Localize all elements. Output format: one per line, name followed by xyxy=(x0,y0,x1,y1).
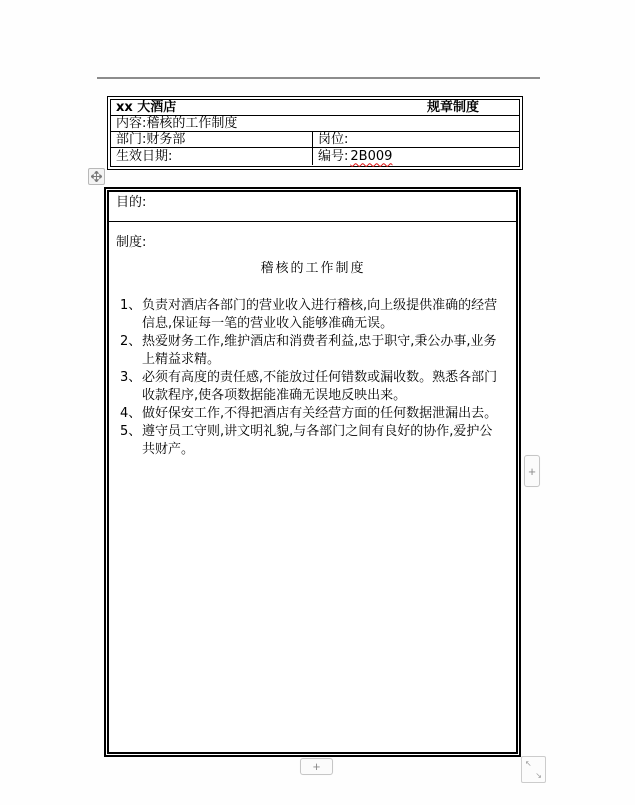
add-row-button[interactable] xyxy=(300,758,333,775)
rule-item-text: 做好保安工作,不得把酒店有关经营方面的任何数据泄漏出去。 xyxy=(142,406,498,421)
rule-item-number: 3、 xyxy=(120,370,142,385)
header-row-content xyxy=(111,116,519,132)
add-column-button[interactable] xyxy=(524,455,540,487)
rule-item-number: 5、 xyxy=(120,424,142,439)
document-title: 稽核的工作制度 xyxy=(260,261,366,276)
system-label: 制度: xyxy=(116,235,147,250)
diagonal-resize-icon: ↘ xyxy=(535,771,542,780)
table-move-icon xyxy=(91,167,102,186)
rule-item-number: 1、 xyxy=(120,298,142,313)
purpose-section xyxy=(109,192,516,222)
header-row-date xyxy=(111,148,519,165)
header-row-dept xyxy=(111,132,519,148)
rule-item-number: 2、 xyxy=(120,334,142,349)
effective-date-cell xyxy=(111,148,313,165)
table-move-handle[interactable] xyxy=(88,168,105,185)
rules-list xyxy=(116,297,510,459)
number-value: 2B009 xyxy=(350,148,393,164)
rule-item-text: 负责对酒店各部门的营业收入进行稽核,向上级提供准确的经营信息,保证每一笔的营业收入能够准确无误。 xyxy=(142,298,498,331)
hotel-name: xx 大酒店 xyxy=(116,99,177,115)
rule-item-text: 热爱财务工作,维护酒店和消费者利益,忠于职守,秉公办事,业务上精益求精。 xyxy=(142,334,497,367)
number-label: 编号: xyxy=(318,148,349,164)
rule-item xyxy=(120,423,504,459)
page-margin-rule xyxy=(97,77,540,79)
position-cell xyxy=(313,132,519,147)
plus-icon: + xyxy=(312,759,321,774)
position-label: 岗位: xyxy=(318,131,349,147)
system-section xyxy=(109,222,516,459)
header-row-title xyxy=(111,100,519,116)
purpose-label: 目的: xyxy=(116,195,147,210)
dept-label: 部门:财务部 xyxy=(116,131,186,147)
rule-item-number: 4、 xyxy=(120,406,142,421)
rule-item xyxy=(120,333,504,369)
rule-item-text: 遵守员工守则,讲文明礼貌,与各部门之间有良好的协作,爱护公共财产。 xyxy=(142,424,493,457)
content-label: 内容:稽核的工作制度 xyxy=(116,115,238,131)
doc-type: 规章制度 xyxy=(426,99,479,115)
rule-item-text: 必须有高度的责任感,不能放过任何错数或漏收数。熟悉各部门收款程序,使各项数据能准确无误地反映出来。 xyxy=(142,370,498,403)
rule-item xyxy=(120,369,504,405)
number-cell xyxy=(313,148,519,165)
diagonal-resize-icon: ↖ xyxy=(525,759,532,768)
effective-date-label: 生效日期: xyxy=(116,148,173,164)
plus-icon: + xyxy=(528,463,536,479)
rule-item xyxy=(120,405,504,423)
dept-cell xyxy=(111,132,313,147)
rule-item xyxy=(120,297,504,333)
main-content-box xyxy=(104,187,521,757)
header-table xyxy=(107,96,523,170)
table-resize-handle[interactable] xyxy=(521,756,546,783)
